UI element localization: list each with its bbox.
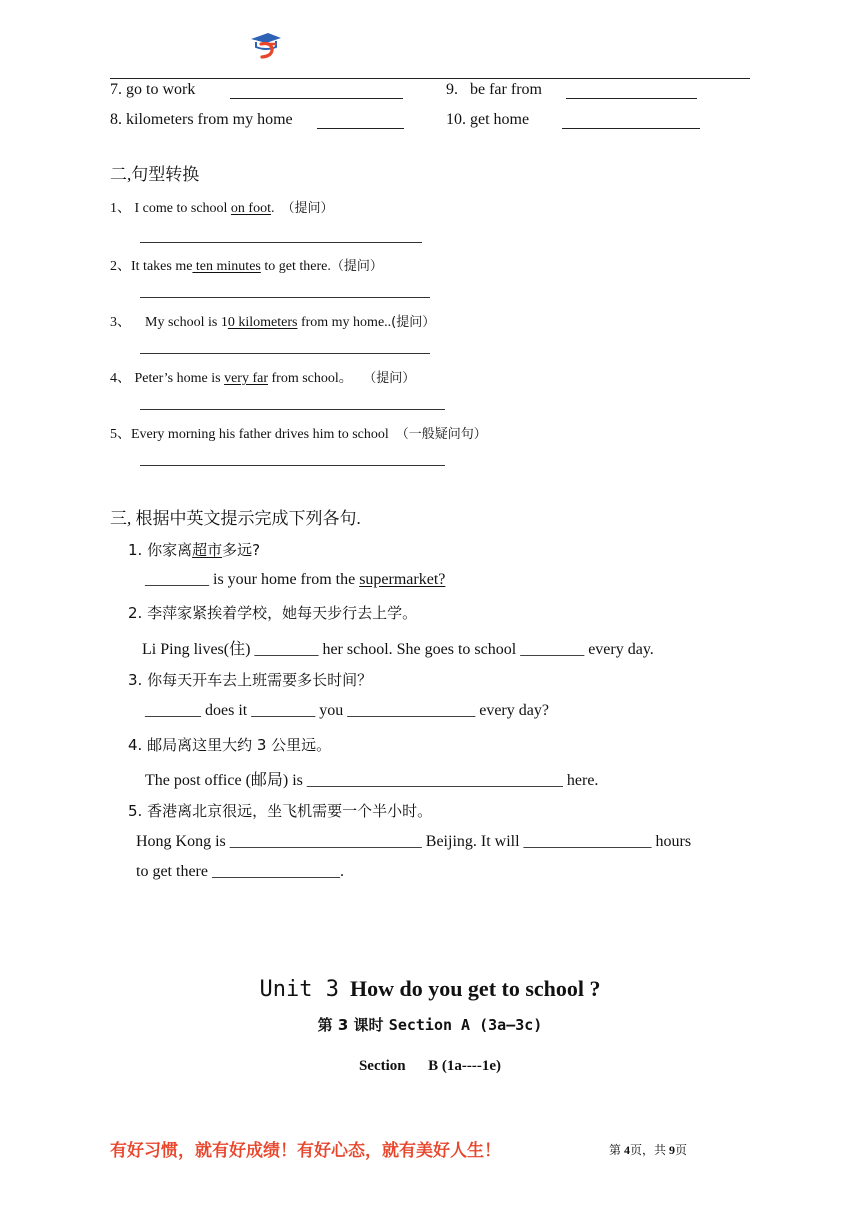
section-2-heading: 二,句型转换: [110, 165, 200, 184]
page-number: 第 4页，共 9页: [609, 1143, 688, 1157]
completion-item-5-en-line1: Hong Kong is ________________________ Beijing. It will ________________ hours: [136, 833, 692, 850]
unit-title: Unit 3 How do you get to school ?: [259, 976, 601, 1002]
answer-line-4[interactable]: [140, 409, 445, 410]
completion-item-5-en-line2: to get there ________________.: [136, 863, 344, 880]
section-3-heading: 三, 根据中英文提示完成下列各句.: [110, 509, 361, 528]
school-logo-icon: [248, 30, 284, 60]
transform-item-5: 5、Every morning his father drives him to school （一般疑问句）: [110, 427, 487, 442]
completion-item-4-cn: 4. 邮局离这里大约 3 公里远。: [128, 736, 332, 754]
vocab-item-9: 9. be far from: [446, 81, 542, 98]
section-b-subtitle: Section B (1a----1e): [358, 1058, 502, 1074]
completion-item-3-en: _______ does it ________ you ________________ every day?: [145, 702, 549, 719]
transform-item-3: 3、 My school is 10 kilometers from my home..(提问）: [110, 315, 436, 330]
answer-line-5[interactable]: [140, 465, 445, 466]
vocab-blank-9[interactable]: [566, 98, 697, 99]
completion-item-3-cn: 3. 你每天开车去上班需要多长时间？: [128, 671, 373, 689]
transform-item-4: 4、 Peter’s home is very far from school。 （提问）: [110, 371, 416, 386]
lesson-subtitle: 第 3 课时 Section A (3a—3c): [317, 1016, 543, 1034]
vocab-item-7: 7. go to work: [110, 81, 196, 98]
vocab-blank-7[interactable]: [230, 98, 403, 99]
completion-item-4-en: The post office (邮局) is ________________________________ here.: [145, 772, 599, 789]
transform-item-1: 1、 I come to school on foot. （提问）: [110, 201, 334, 216]
vocab-blank-10[interactable]: [562, 128, 700, 129]
vocab-blank-8[interactable]: [317, 128, 404, 129]
vocab-item-8: 8. kilometers from my home: [110, 111, 293, 128]
completion-item-2-cn: 2. 李萍家紧挨着学校，她每天步行去上学。: [128, 604, 418, 622]
completion-item-1-cn: 1. 你家离超市多远?: [128, 541, 261, 559]
header-rule: [110, 78, 750, 79]
completion-item-1-en: ________ is your home from the supermarket?: [145, 571, 446, 588]
transform-item-2: 2、It takes me ten minutes to get there.（提问）: [110, 259, 383, 274]
completion-item-5-cn: 5. 香港离北京很远，坐飞机需要一个半小时。: [128, 802, 433, 820]
vocab-item-10: 10. get home: [446, 111, 530, 128]
answer-line-1[interactable]: [140, 242, 422, 243]
completion-item-2-en: Li Ping lives(住) ________ her school. She goes to school ________ every day.: [142, 641, 654, 658]
answer-line-3[interactable]: [140, 353, 430, 354]
footer-slogan: 有好习惯，就有好成绩！有好心态，就有美好人生！: [110, 1141, 501, 1161]
answer-line-2[interactable]: [140, 297, 430, 298]
